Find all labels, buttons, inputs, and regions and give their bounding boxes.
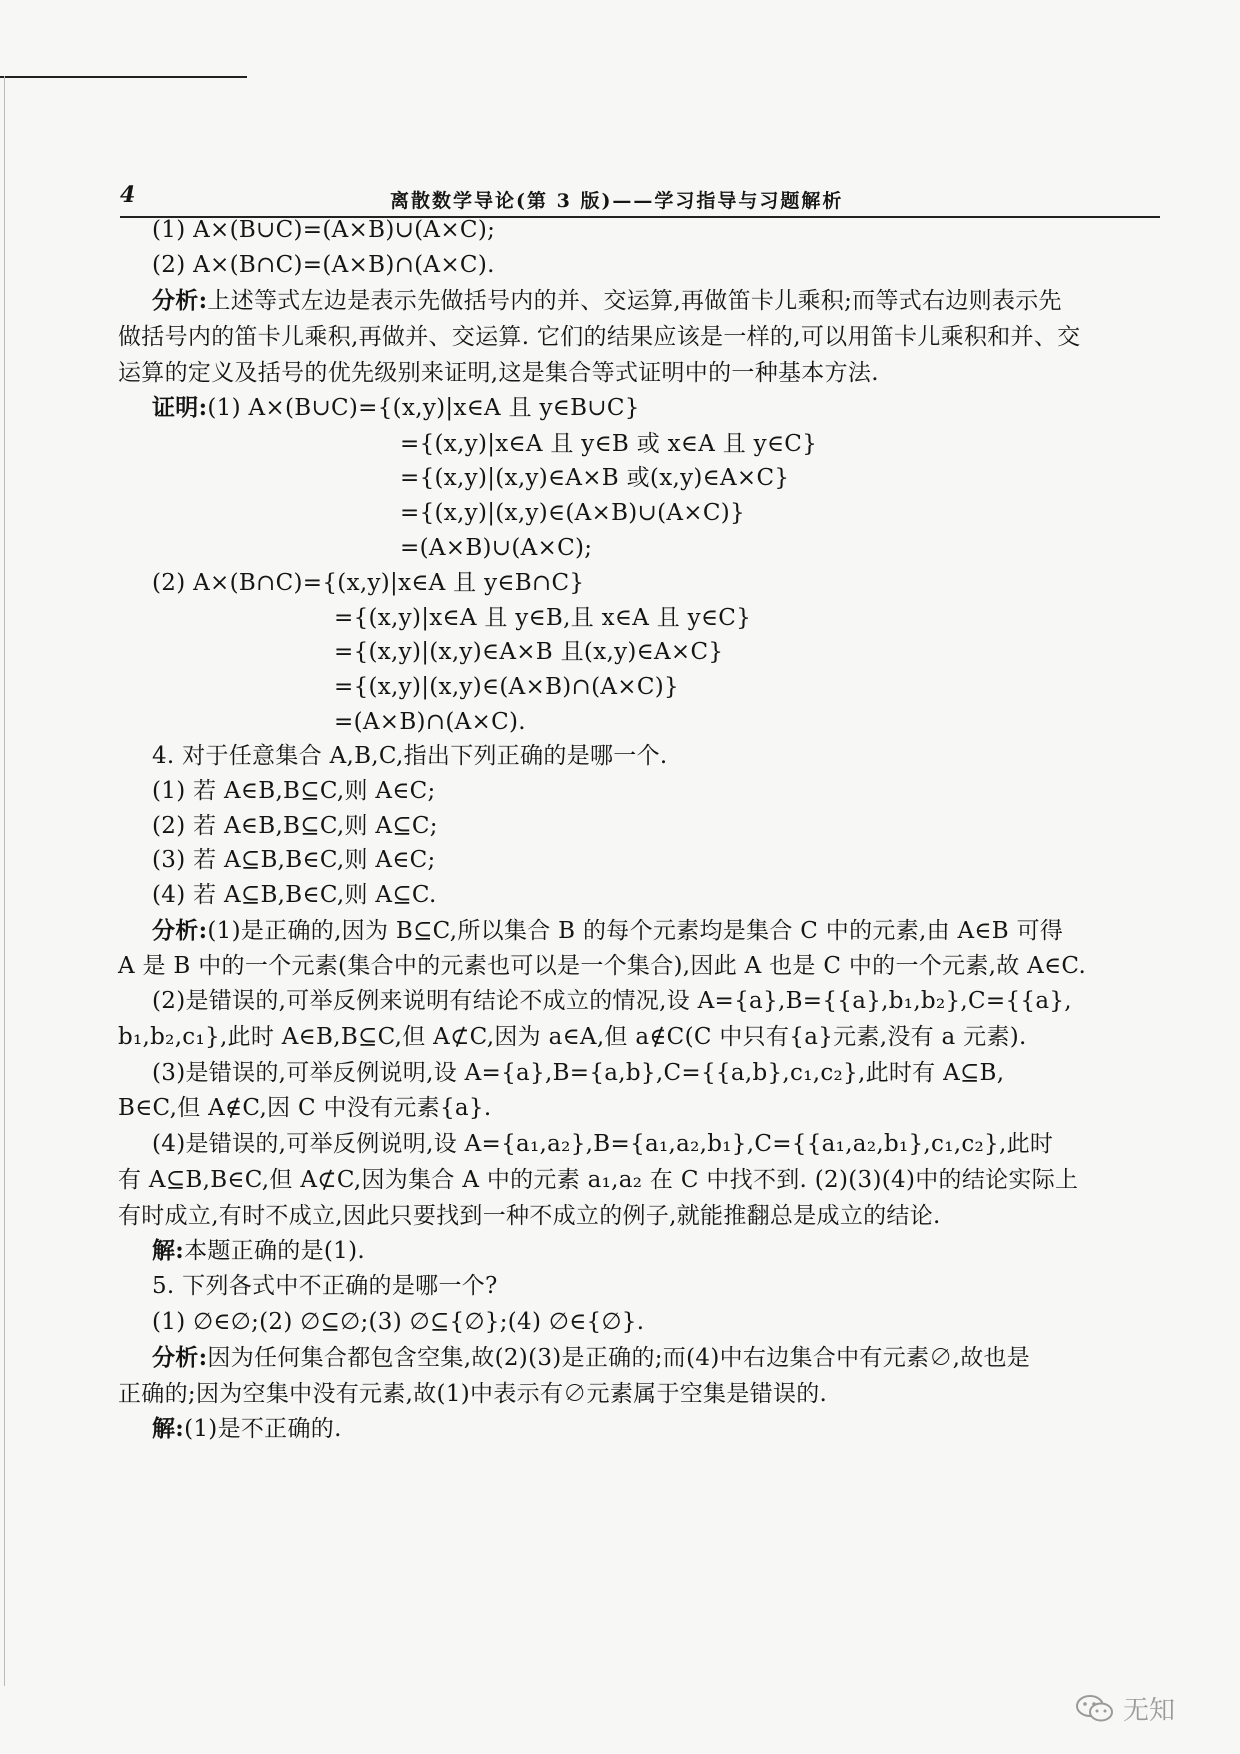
page-number: 4 [120, 182, 136, 208]
text-line: 分析:(1)是正确的,因为 B⊆C,所以集合 B 的每个元素均是集合 C 中的元素,由 A∈B 可得 [152, 917, 1064, 944]
left-border [4, 76, 5, 1686]
text-line: 解:本题正确的是(1). [152, 1237, 365, 1264]
text-line: 4. 对于任意集合 A,B,C,指出下列正确的是哪一个. [152, 743, 668, 769]
top-rule [0, 76, 247, 78]
text-line: (2) A×(B∩C)={(x,y)|x∈A 且 y∈B∩C} [152, 570, 585, 596]
text-line: b₁,b₂,c₁},此时 A∈B,B⊆C,但 A⊄C,因为 a∈A,但 a∉C(C 中只有{a}元素,没有 a 元素). [118, 1024, 1027, 1050]
text-line: (1) A×(B∪C)=(A×B)∪(A×C); [152, 217, 496, 243]
text-line: (2)是错误的,可举反例来说明有结论不成立的情况,设 A={a},B={{a},b₁,b₂},C={{a}, [152, 988, 1072, 1014]
text-line: 有时成立,有时不成立,因此只要找到一种不成立的例子,就能推翻总是成立的结论. [118, 1203, 941, 1229]
text-line: (4) 若 A⊆B,B∈C,则 A⊆C. [152, 882, 437, 908]
text-line: 证明:(1) A×(B∪C)={(x,y)|x∈A 且 y∈B∪C} [152, 394, 640, 421]
page-header [120, 180, 1160, 218]
watermark [1075, 1690, 1175, 1727]
text-line: ={(x,y)|(x,y)∈(A×B)∪(A×C)} [400, 500, 745, 526]
text-line: ={(x,y)|(x,y)∈A×B 且(x,y)∈A×C} [334, 639, 724, 665]
wechat-icon [1075, 1694, 1115, 1724]
text-line: 分析:因为任何集合都包含空集,故(2)(3)是正确的;而(4)中右边集合中有元素∅,故也是 [152, 1344, 1031, 1371]
text-line: A 是 B 中的一个元素(集合中的元素也可以是一个集合),因此 A 也是 C 中的一个元素,故 A∈C. [118, 953, 1087, 979]
text-line: ={(x,y)|(x,y)∈A×B 或(x,y)∈A×C} [400, 465, 790, 491]
text-line: ={(x,y)|x∈A 且 y∈B,且 x∈A 且 y∈C} [334, 605, 752, 631]
text-line: (2) A×(B∩C)=(A×B)∩(A×C). [152, 252, 495, 278]
text-line: 解:(1)是不正确的. [152, 1415, 342, 1442]
text-line: (2) 若 A∈B,B⊆C,则 A⊆C; [152, 813, 438, 839]
text-line: (1) ∅∈∅;(2) ∅⊆∅;(3) ∅⊆{∅};(4) ∅∈{∅}. [152, 1309, 645, 1335]
text-line: (3)是错误的,可举反例说明,设 A={a},B={a,b},C={{a,b},c₁,c₂},此时有 A⊆B, [152, 1060, 1005, 1086]
text-line: (1) 若 A∈B,B⊆C,则 A∈C; [152, 778, 436, 804]
watermark-text: 无知 [1123, 1696, 1176, 1726]
text-line: 正确的;因为空集中没有元素,故(1)中表示有∅元素属于空集是错误的. [118, 1381, 828, 1407]
text-line: (3) 若 A⊆B,B∈C,则 A∈C; [152, 847, 436, 873]
text-line: 有 A⊆B,B∈C,但 A⊄C,因为集合 A 中的元素 a₁,a₂ 在 C 中找不到. (2)(3)(4)中的结论实际上 [118, 1167, 1079, 1193]
text-line: 分析:上述等式左边是表示先做括号内的并、交运算,再做笛卡儿乘积;而等式右边则表示先 [152, 287, 1062, 314]
text-line: (4)是错误的,可举反例说明,设 A={a₁,a₂},B={a₁,a₂,b₁},C={{a₁,a₂,b₁},c₁,c₂},此时 [152, 1131, 1054, 1157]
text-line: 做括号内的笛卡儿乘积,再做并、交运算. 它们的结果应该是一样的,可以用笛卡儿乘积和并、交 [118, 324, 1081, 350]
running-title: 离散数学导论(第 3 版)——学习指导与习题解析 [390, 190, 844, 212]
text-line: 5. 下列各式中不正确的是哪一个? [152, 1273, 498, 1299]
text-line: 运算的定义及括号的优先级别来证明,这是集合等式证明中的一种基本方法. [118, 360, 879, 386]
text-line: =(A×B)∪(A×C); [400, 535, 593, 561]
text-line: ={(x,y)|x∈A 且 y∈B 或 x∈A 且 y∈C} [400, 431, 818, 457]
text-line: ={(x,y)|(x,y)∈(A×B)∩(A×C)} [334, 674, 679, 700]
text-line: =(A×B)∩(A×C). [334, 709, 526, 735]
text-line: B∈C,但 A∉C,因 C 中没有元素{a}. [118, 1095, 492, 1121]
